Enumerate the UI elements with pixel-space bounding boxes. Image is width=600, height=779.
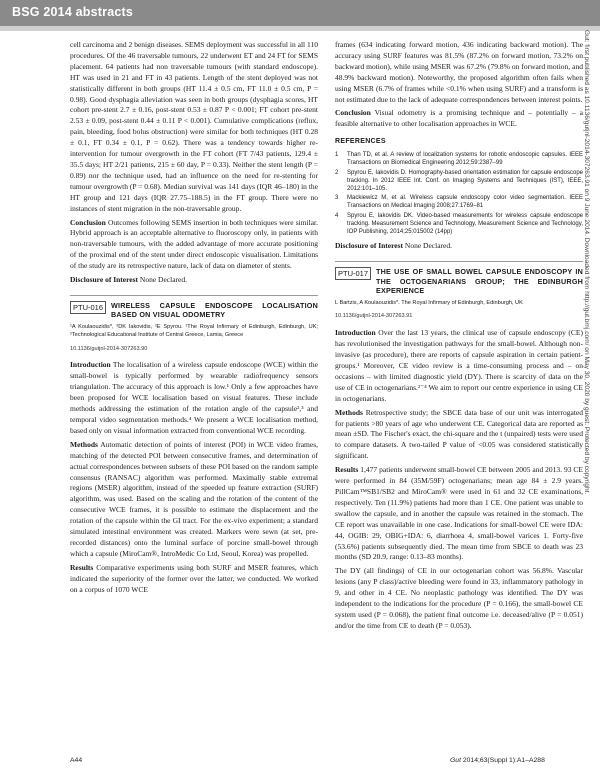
right-continuation-paragraph: frames (634 indicating forward motion, 436 indicating backward motion). The accuracy using SURF features was 81.5% (87.2% on forward motion, 73.2% on backward motion), while using MSER was 67.2% (79.8% on forward motion, and 48.9% backward motion). Noteworthy, the proposed algorithm often fails when using MSER (6.7% of frames while <0.1% when using SURF) and a transform is not estimated due to the lack of adequate correspondences between interest points. bbox=[335, 40, 583, 104]
right-introduction bbox=[335, 328, 583, 404]
footer-citation-text: 2014;63(Suppl 1):A1–A288 bbox=[462, 757, 545, 764]
reference-item bbox=[335, 212, 583, 237]
reference-item bbox=[335, 169, 583, 194]
right-results bbox=[335, 465, 583, 563]
left-introduction-label: Introduction bbox=[70, 360, 111, 370]
header-banner bbox=[0, 0, 600, 26]
left-introduction-text: The localisation of a wireless capsule endoscope (WCE) within the small-bowel is typically performed by wearable radiofrequency sensors triangulation. The accuracy of this approach is low.¹ Only a few approaches have been proposed for WCE localisation based on visual features. These include methods addressing the estimation of the rotation angle of the capsule²,³ and temporal video segmentation methods.⁴ We present a WCE localisation method, based only on visual information extracted from conventional WCE recording. bbox=[70, 360, 318, 435]
references-list bbox=[335, 151, 583, 236]
left-continuation-paragraph: cell carcinoma and 2 benign diseases. SEMS deployment was successful in all 110 procedures. Of the 46 traversable tumours, 22 underwent ET and 24 FT for SEMS placement. 64 patients had non traversable tumours (with standard endoscope). HT was used in 21 and FT in 43 patients. Length of the stent deployed was not statistically different in both groups (HT 11.4 ± 0.5 cm, FT 11.0 ± 0.5 cm, P = 0.98). Good dysphagia alleviation was seen in both groups (dysphagia scores, HT cohort pre-stent 2.7 ± 0.16, post-stent 0.53 ± 0.87 P < 0.001; FT cohort pre-stent 2.53 ± 0.09, post-stent 0.44 ± 0.11 P < 0.001). Cumulative complications (reflux, pain, bleeding, food bolus obstruction) were similar for both techniques (HT 0.28 ± 0.1, FT 0.34 ± 0.1, P = 0.62). There was a tendency towards higher re-intervention for tumour overgrowth in the FT cohort (FT 7/43 patients, 129.4 ± 35.5 days; HT 2/21 patients, 215 ± 60 day, P = 0.33). Neither the stent length (P = 0.89) nor the technique used, had an influence on the need for re-stenting for tumour overgrowth (P = 0.68). Median survival was 141 days (IQR 46–180) in the HT group and 121 days (IQR 27.75–188.5) in the FT group. There were no instances of stent migration in the non-traversable group. bbox=[70, 40, 318, 213]
right-disclosure bbox=[335, 241, 583, 252]
right-disclosure-text: None Declared. bbox=[404, 241, 452, 251]
left-methods bbox=[70, 440, 318, 560]
reference-item bbox=[335, 151, 583, 167]
abstract-authors: L Bartzis, A Koulaouzidis*. The Royal Infirmary of Edinburgh, Edinburgh, UK bbox=[335, 299, 523, 306]
footer-journal: Gut bbox=[450, 757, 461, 764]
right-methods bbox=[335, 408, 583, 463]
right-column bbox=[335, 40, 583, 635]
reference-text: Mackiewicz M, et al. Wireless capsule endoscopy color video segmentation. IEEE Transactions on Medical Imaging 2008;27:1769–81 bbox=[347, 195, 583, 210]
abstract-id-badge: PTU-017 bbox=[335, 267, 371, 280]
right-conclusion-text: Visual odometry is a promising technique and – potentially – a feasible alternative to other localisation approaches in WCE. bbox=[335, 108, 584, 129]
right-conclusion-label: Conclusion bbox=[335, 108, 371, 118]
header-rule bbox=[0, 26, 600, 31]
reference-number: 3 bbox=[335, 195, 339, 202]
right-results-continued: The DY (all findings) of CE in our octogenarian cohort was 56.8%. Vascular lesions (any P class)/active bleeding were found in 33, inflammatory pathology in 9, and other in 4 CE. No neoplastic pathology was identified. The DY was independent to the indications for the procedure (P = 0.166), the small-bowel CE system used (P = 0.068), the patient final outcome i.e. deceased/alive (P = 0.051) and/or the time from CE to death (P = 0.053). bbox=[335, 566, 583, 630]
left-results bbox=[70, 563, 318, 596]
left-results-text: Comparative experiments using both SURF and MSER features, which indicated the superiority of the former over the latter, we conducted. We worked on a corpus of 1070 WCE bbox=[70, 562, 318, 594]
abstract-ptu017-header bbox=[335, 261, 583, 296]
right-introduction-text: Over the last 13 years, the clinical use of capsule endoscopy (CE) has revolutionised the investigation pathways for the small-bowel. Although non-invasive (as procedure), there are reports of capsule aspiration in certain patient-groups.¹ Moreover, CE video review is a time-consuming process and – on occasions – with limited diagnostic yield (DY). There is scarcity of data on the use of CE in octogenarians.²⁻⁴ We aim to report our centre experience in using CE in octogenarians. bbox=[335, 328, 583, 403]
left-introduction bbox=[70, 360, 318, 436]
abstract-doi: 10.1136/gutjnl-2014-307263.91 bbox=[335, 313, 413, 320]
right-methods-label: Methods bbox=[335, 407, 363, 417]
right-introduction-label: Introduction bbox=[335, 328, 376, 338]
right-disclosure-label: Disclosure of Interest bbox=[335, 241, 404, 251]
abstract-id-badge: PTU-016 bbox=[70, 301, 106, 314]
reference-number: 2 bbox=[335, 169, 339, 176]
references-heading: REFERENCES bbox=[335, 138, 386, 146]
header-title: BSG 2014 abstracts bbox=[12, 5, 134, 19]
reference-number: 1 bbox=[335, 152, 339, 159]
right-conclusion bbox=[335, 108, 583, 130]
abstract-title: THE USE OF SMALL BOWEL CAPSULE ENDOSCOPY IN THE OCTOGENARIANS GROUP; THE EDINBURGH EXPERIENCE bbox=[376, 267, 583, 296]
abstract-ptu016-header bbox=[70, 295, 318, 320]
left-disclosure-text: None Declared. bbox=[139, 275, 187, 285]
left-disclosure-label: Disclosure of Interest bbox=[70, 275, 139, 285]
left-column bbox=[70, 40, 318, 598]
left-disclosure bbox=[70, 275, 318, 286]
side-note-text: Gut: first published as 10.1136/gutjnl-2014-307263.91 on 9 June 2014. Downloaded from http://gut.bmj.com/ on May 30, 2020 by guest. Protected by copyright. bbox=[583, 30, 590, 495]
abstract-doi: 10.1136/gutjnl-2014-307263.90 bbox=[70, 345, 148, 352]
abstract-title: WIRELESS CAPSULE ENDOSCOPE LOCALISATION BASED ON VISUAL ODOMETRY bbox=[111, 300, 318, 320]
left-conclusion-label: Conclusion bbox=[70, 217, 106, 227]
reference-number: 4 bbox=[335, 212, 339, 219]
right-results-text: 1,477 patients underwent small-bowel CE between 2005 and 2013. 93 CE were performed in 84 (35M/59F) octogenarians; mean age 84 ± 2.9 years. PillCam™SB1/SB2 and MiroCam® were used in 61 and 32 CE examinations, respectively. Ten (11.9%) patients had more than 1 CE. One patient was unable to swallow the capsule, and in another the capsule was retained in the stomach. The CE report was unavailable in one case. Indications for small-bowel CE were IDA: 44, OGIB: 29, OBIG+IDA: 6, diarrhoea 4, small-bowel varices 1. Forty-five (53.6%) patients subsequently died. The mean time from SBCE to death was 23 months (SD 20.9, range: 0.13–83 months). bbox=[335, 465, 584, 562]
footer-page-number: A44 bbox=[70, 757, 83, 764]
reference-item bbox=[335, 194, 583, 210]
left-methods-text: Automatic detection of points of interest (POI) in WCE video frames, matching of the detected POI between consecutive frames, and determination of actual correspondences between subsets of these POI based on the random sample consensus (RANSAC) algorithm was performed. Maximally stable extremal regions (MSER) algorithm, instead of the speeded up feature extraction (SURF) algorithm, was used. Based on the scaling and the rotation of the content of the consecutive WCE frames, it is possible to estimate the displacement and the rotation of the capsule within the GI tract. For the ex-vivo experiment; a standard simulated intestinal environment was created. Markers were sewn (at set, pre-recorded distances) onto the luminal surface of porcine small-bowel through which a capsule (MiroCam®, IntroMedic Co Ltd, Seoul, Korea) was propelled. bbox=[70, 439, 319, 558]
right-results-label: Results bbox=[335, 465, 359, 475]
right-methods-text: Retrospective study; the SBCE data base of our unit was interrogated for patients >80 years of age who underwent CE. Categorical data are reported as mean ±SD. The Fischer's exact, the chi-square and the t (unpaired) tests were used to compare datasets. A two-tailed P value of <0.05 was considered statistically significant. bbox=[335, 407, 584, 461]
reference-text: Spyrou E, Iakovidis D. Homography-based orientation estimation for capsule endoscope tracking. In 2012 IEEE Int. Conf. on Imaging Systems and Techniques (IST), IEEE, 2012:101–105. bbox=[347, 169, 583, 192]
reference-text: Than TD, et al. A review of localization systems for robotic endoscopic capsules. IEEE Transactions on Biomedical Engineering 2012;59:2387–99 bbox=[347, 152, 583, 167]
reference-text: Spyrou E, Iakovidis DK. Video-based measurements for wireless capsule endoscope tracking. Measurement Science and Technology, Measurement Science and Technology, IOP Publishing, 2014;25:015002 (14pp) bbox=[347, 212, 583, 235]
left-methods-label: Methods bbox=[70, 439, 98, 449]
abstract-authors: ¹A Koulaouzidis*, ²DK Iakovidis, ²E Spyrou. ¹The Royal Infirmary of Edinburgh, Edinburgh, UK; ²Technological Educational Institute of Central Greece, Lamia, Greece bbox=[70, 323, 318, 338]
left-conclusion-text: Outcomes following SEMS insertion in both techniques were similar. Hybrid approach is an acceptable alternative to fluoroscopy only, in patients with non-traversable tumours, with the added advantage of more accurate positioning of the proximal end of the stent under direct endoscopic visualisation. Limitations of the study are its retrospective nature, lack of data on diameter of stents. bbox=[70, 217, 318, 271]
left-conclusion bbox=[70, 218, 318, 273]
left-results-label: Results bbox=[70, 562, 94, 572]
footer-citation bbox=[450, 757, 545, 764]
